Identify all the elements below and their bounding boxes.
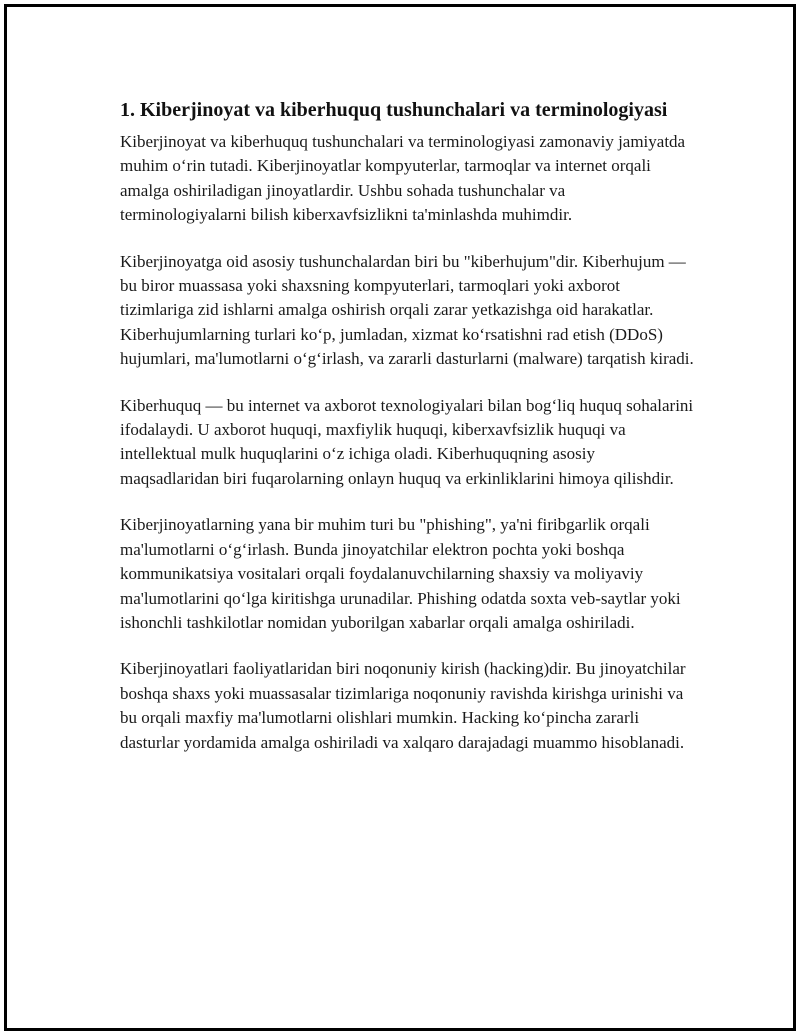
paragraph-intro: Kiberjinoyat va kiberhuquq tushunchalari va terminologiyasi zamonaviy jamiyatda muhim oʻrin tutadi. Kiberjinoyatlar kompyuterlar, tarmoqlar va internet orqali amalga oshiriladigan jinoyatlardir. Ushbu sohada tushunchalar va terminologiyalarni bilish kiberxavfsizlikni ta'minlashda muhimdir. (120, 132, 686, 225)
document-body (120, 97, 695, 777)
paragraph-phishing: Kiberjinoyatlarning yana bir muhim turi bu "phishing", ya'ni firibgarlik orqali ma'lumotlarni oʻgʻirlash. Bunda jinoyatchilar elektron pochta yoki boshqa kommunikatsiya vositalari orqali foydalanuvchilarning shaxsiy va moliyaviy ma'lumotlarini qoʻlga kiritishga urunadilar. Phishing odatda soxta veb-saytlar yoki ishonchli tashkilotlar nomidan yuborilgan xabarlar orqali amalga oshiriladi. (120, 515, 681, 632)
paragraph-cyberattack: Kiberjinoyatga oid asosiy tushunchalardan biri bu "kiberhujum"dir. Kiberhujum — bu biror muassasa yoki shaxsning kompyuterlari, tarmoqlari yoki axborot tizimlariga zid ishlarni amalga oshirish orqali zarar yetkazishga oid harakatlar. Kiberhujumlarning turlari koʻp, jumladan, xizmat koʻrsatishni rad etish (DDoS) hujumlari, ma'lumotlarni oʻgʻirlash, va zararli dasturlarni (malware) tarqatish kiradi. (120, 251, 694, 369)
page-frame (4, 4, 796, 1031)
section-heading: 1. Kiberjinoyat va kiberhuquq tushunchalari va terminologiyasi (120, 99, 668, 121)
paragraph-hacking: Kiberjinoyatlari faoliyatlaridan biri noqonuniy kirish (hacking)dir. Bu jinoyatchilar boshqa shaxs yoki muassasalar tizimlariga noqonuniy ravishda kirishga urinishi va bu orqali maxfiy ma'lumotlarni olishlari mumkin. Hacking koʻpincha zararli dasturlar yordamida amalga oshiriladi va xalqaro darajadagi muammo hisoblanadi. (120, 659, 686, 752)
paragraph-cyberlaw: Kiberhuquq — bu internet va axborot texnologiyalari bilan bogʻliq huquq sohalarini ifodalaydi. U axborot huquqi, maxfiylik huquqi, kiberxavfsizlik huquqi va intellektual mulk huquqlarini oʻz ichiga oladi. Kiberhuquqning asosiy maqsadlaridan biri fuqarolarning onlayn huquq va erkinliklarini himoya qilishdir. (120, 395, 694, 488)
